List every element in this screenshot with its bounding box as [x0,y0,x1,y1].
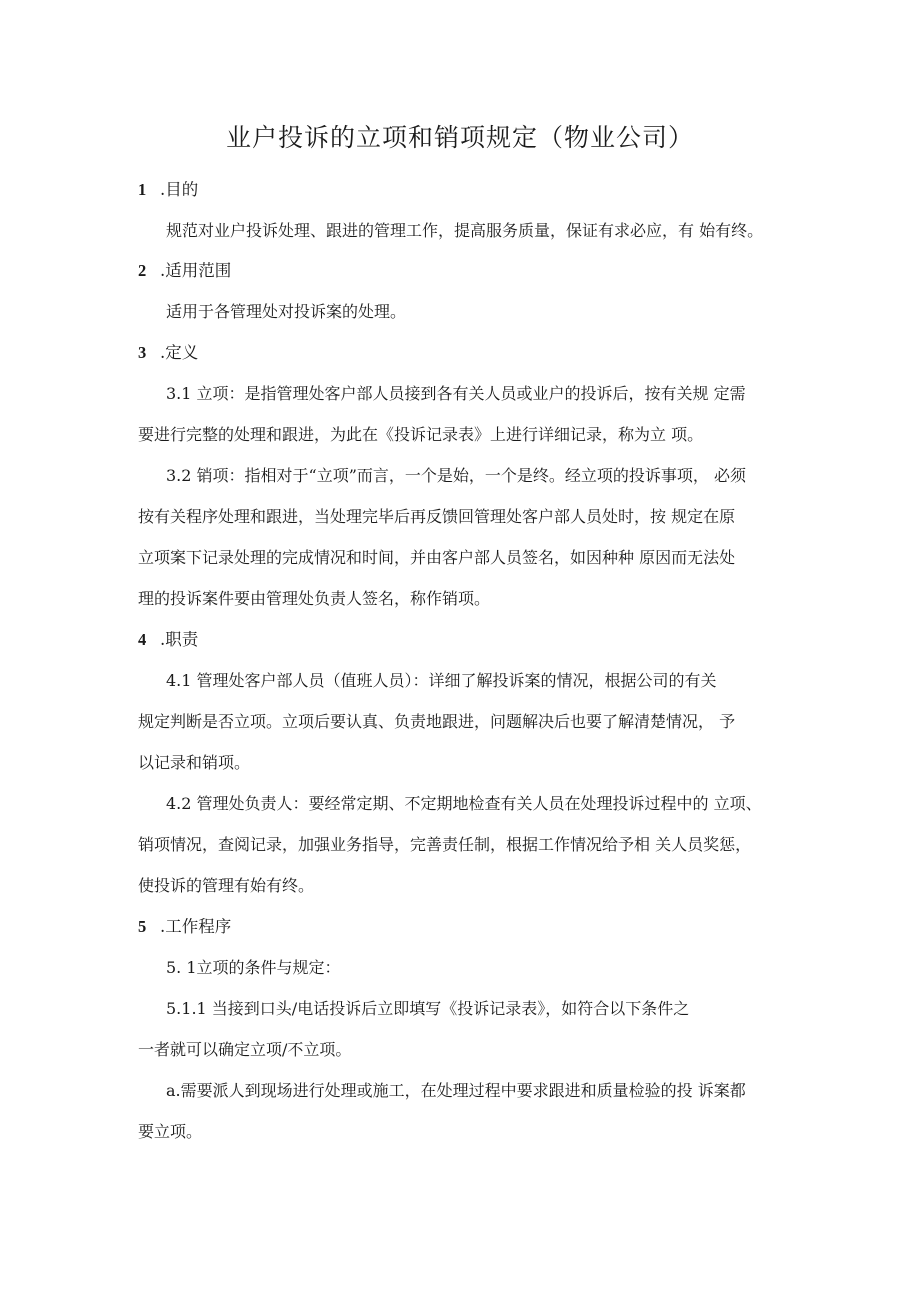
document-title: 业户投诉的立项和销项规定（物业公司） [225,123,694,152]
paragraph-line: 4.1 管理处客户部人员（值班人员）：详细了解投诉案的情况，根据公司的有关 [166,671,717,690]
paragraph-line: 适用于各管理处对投诉案的处理。 [166,302,407,321]
section-title: .目的 [160,180,199,199]
paragraph-line: 3.2 销项：指相对于“立项”而言，一个是始，一个是终。经立项的投诉事项， 必须 [166,466,746,485]
section-title: .适用范围 [160,261,232,280]
paragraph-line: 要进行完整的处理和跟进，为此在《投诉记录表》上进行详细记录，称为立 项。 [138,425,704,444]
section-title: .工作程序 [160,917,232,936]
paragraph-line: 一者就可以确定立项/不立项。 [138,1040,352,1059]
section-number: 2 [138,261,147,280]
section-number: 4 [138,630,147,649]
section-heading-duties [138,630,198,650]
paragraph-line: 规范对业户投诉处理、跟进的管理工作，提高服务质量，保证有求必应，有 始有终。 [166,221,764,240]
paragraph-line: 使投诉的管理有始有终。 [138,876,315,895]
paragraph-line: 3.1 立项：是指管理处客户部人员接到各有关人员或业户的投诉后，按有关规 定需 [166,384,746,403]
paragraph-line: 4.2 管理处负责人：要经常定期、不定期地检查有关人员在处理投诉过程中的 立项、 [166,794,762,813]
section-heading-purpose [138,180,198,200]
section-title: .定义 [160,343,199,362]
section-number: 5 [138,917,147,936]
paragraph-line: 5.1.1 当接到口头/电话投诉后立即填写《投诉记录表》，如符合以下条件之 [166,999,690,1018]
section-heading-procedure [138,917,231,937]
paragraph-line: 按有关程序处理和跟进，当处理完毕后再反馈回管理处客户部人员处时，按 规定在原 [138,507,736,526]
paragraph-line: a.需要派人到现场进行处理或施工，在处理过程中要求跟进和质量检验的投 诉案都 [166,1081,746,1100]
paragraph-line: 规定判断是否立项。立项后要认真、负责地跟进，问题解决后也要了解清楚情况， 予 [138,712,736,731]
section-heading-definition [138,343,198,363]
paragraph-line: 5. 1立项的条件与规定： [166,958,341,977]
paragraph-line: 销项情况，查阅记录，加强业务指导，完善责任制，根据工作情况给予相 关人员奖惩， [138,835,752,854]
paragraph-line: 理的投诉案件要由管理处负责人签名，称作销项。 [138,589,491,608]
paragraph-line: 立项案下记录处理的完成情况和时间，并由客户部人员签名，如因种种 原因而无法处 [138,548,736,567]
section-number: 3 [138,343,147,362]
paragraph-line: 以记录和销项。 [138,753,251,772]
paragraph-line: 要立项。 [138,1122,203,1141]
section-number: 1 [138,180,147,199]
section-heading-scope [138,261,231,281]
section-title: .职责 [160,630,199,649]
